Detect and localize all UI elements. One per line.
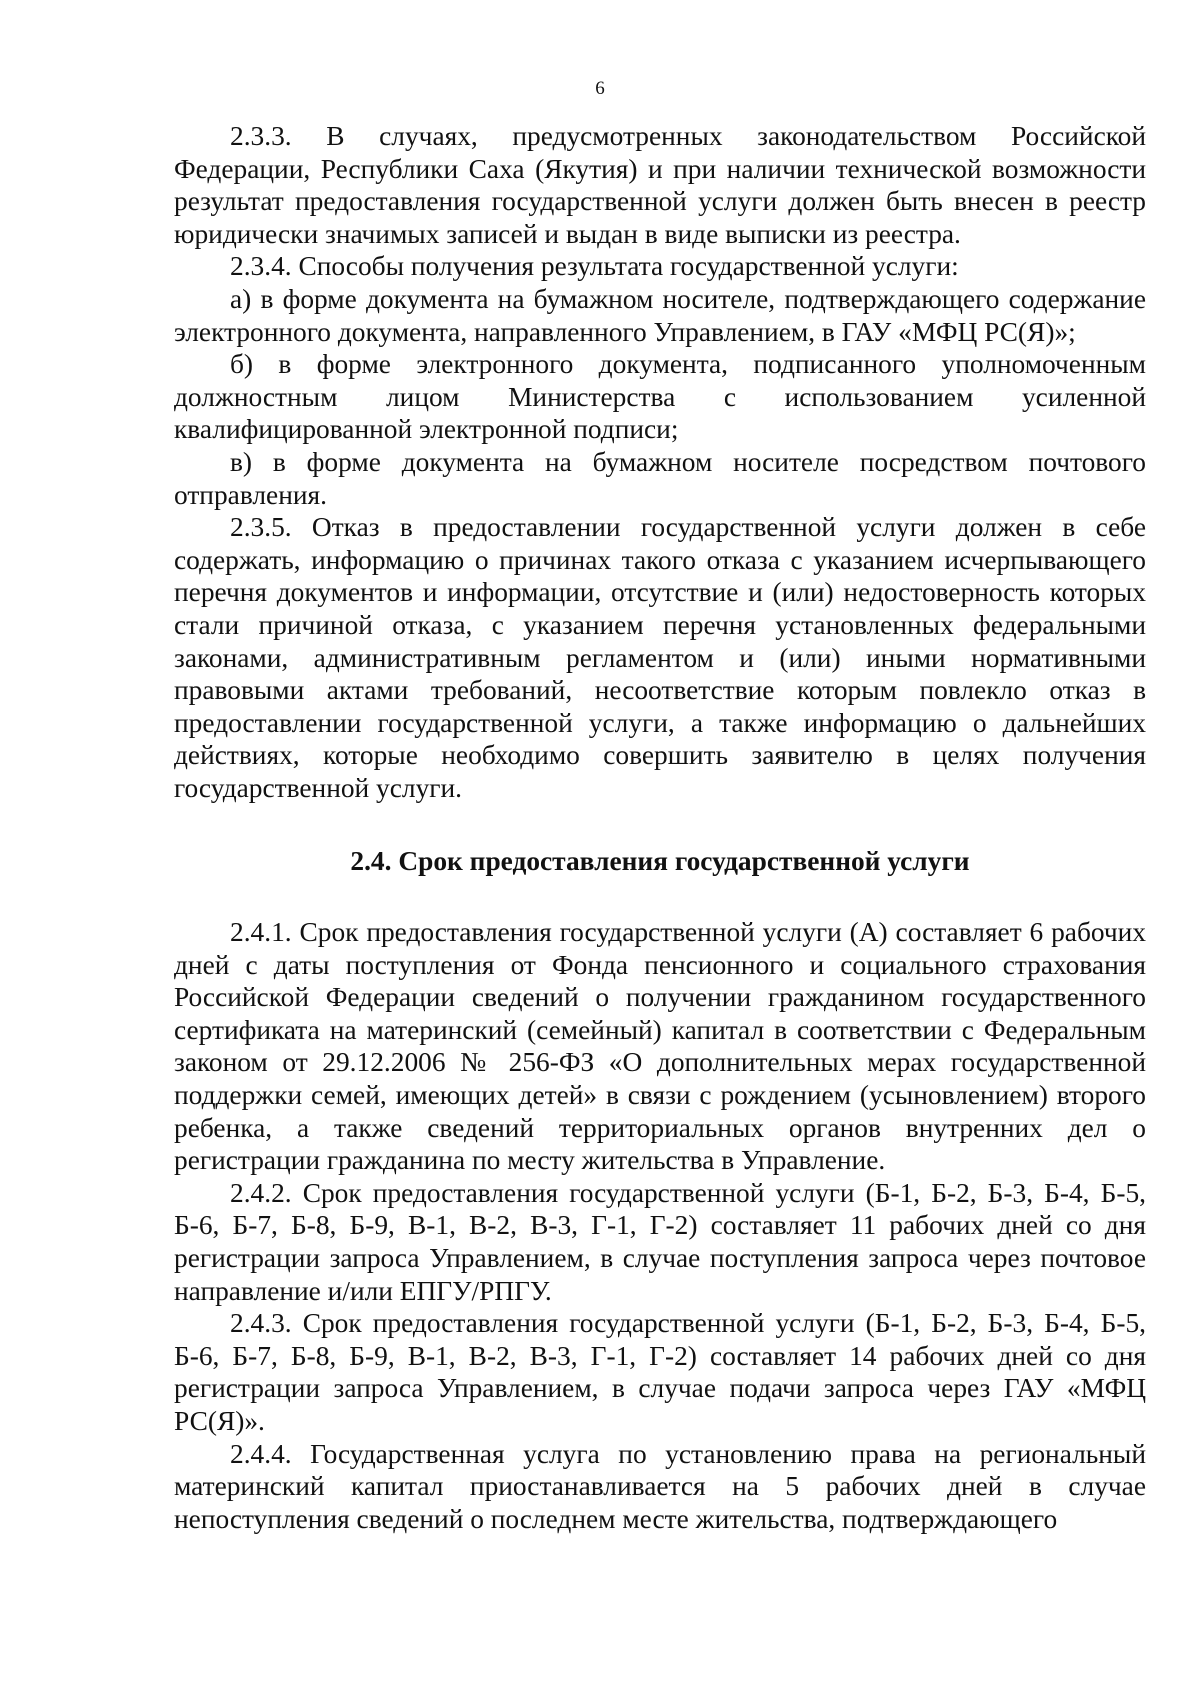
paragraph-2-3-4: 2.3.4. Способы получения результата государственной услуги:: [230, 251, 959, 282]
paragraph-2-3-5: 2.3.5. Отказ в предоставлении государственной услуги должен в себе содержать, информацию о причинах такого отказа с указанием исчерпывающего перечня документов и информации, отсутствие и (или) недостоверность которых стали причиной отказа, с указанием перечня установленных федеральными законами, административным регламентом и (или) иными нормативными правовыми актами требований, несоответствие которым повлекло отказ в предоставлении государственной услуги, а также информацию о дальнейших действиях, которые необходимо совершить заявителю в целях получения государственной услуги.: [174, 512, 1146, 803]
paragraph-2-3-3: 2.3.3. В случаях, предусмотренных законодательством Российской Федерации, Республики Саха (Якутия) и при наличии технической возможности результат предоставления государственной услуги должен быть внесен в реестр юридически значимых записей и выдан в виде выписки из реестра.: [174, 121, 1146, 249]
paragraph-2-4-4: 2.4.4. Государственная услуга по установлению права на региональный материнский капитал приостанавливается на 5 рабочих дней в случае непоступления сведений о последнем месте жительства, подтверждающего: [174, 1438, 1146, 1534]
section-heading-2-4: 2.4. Срок предоставления государственной услуги: [350, 846, 970, 877]
list-item-b: б) в форме электронного документа, подписанного уполномоченным должностным лицом Министерства с использованием усиленной квалифицированной электронной подписи;: [174, 349, 1146, 445]
paragraph-2-4-2: 2.4.2. Срок предоставления государственной услуги (Б-1, Б-2, Б-3, Б-4, Б-5, Б-6, Б-7, Б-8, Б-9, В-1, В-2, В-3, Г-1, Г-2) составляет 11 рабочих дней со дня регистрации запроса Управлением, в случае поступления запроса через почтовое направление и/или ЕПГУ/РПГУ.: [174, 1177, 1146, 1306]
list-item-a: а) в форме документа на бумажном носителе, подтверждающего содержание электронного документа, направленного Управлением, в ГАУ «МФЦ РС(Я)»;: [174, 283, 1146, 347]
list-item-v: в) в форме документа на бумажном носителе посредством почтового отправления.: [174, 446, 1146, 510]
document-body: [174, 120, 1146, 1535]
paragraph-2-4-1: 2.4.1. Срок предоставления государственной услуги (А) составляет 6 рабочих дней с даты поступления от Фонда пенсионного и социального страхования Российской Федерации сведений о получении гражданином государственного сертификата на материнский (семейный) капитал в соответствии с Федеральным законом от 29.12.2006 № 256-ФЗ «О дополнительных мерах государственной поддержки семей, имеющих детей» в связи с рождением (усыновлением) второго ребенка, а также сведений территориальных органов внутренних дел о регистрации гражданина по месту жительства в Управление.: [174, 917, 1146, 1176]
paragraph-2-4-3: 2.4.3. Срок предоставления государственной услуги (Б-1, Б-2, Б-3, Б-4, Б-5, Б-6, Б-7, Б-8, Б-9, В-1, В-2, В-3, Г-1, Г-2) составляет 14 рабочих дней со дня регистрации запроса Управлением, в случае подачи запроса через ГАУ «МФЦ РС(Я)».: [174, 1308, 1146, 1436]
page-number: 6: [595, 78, 605, 99]
